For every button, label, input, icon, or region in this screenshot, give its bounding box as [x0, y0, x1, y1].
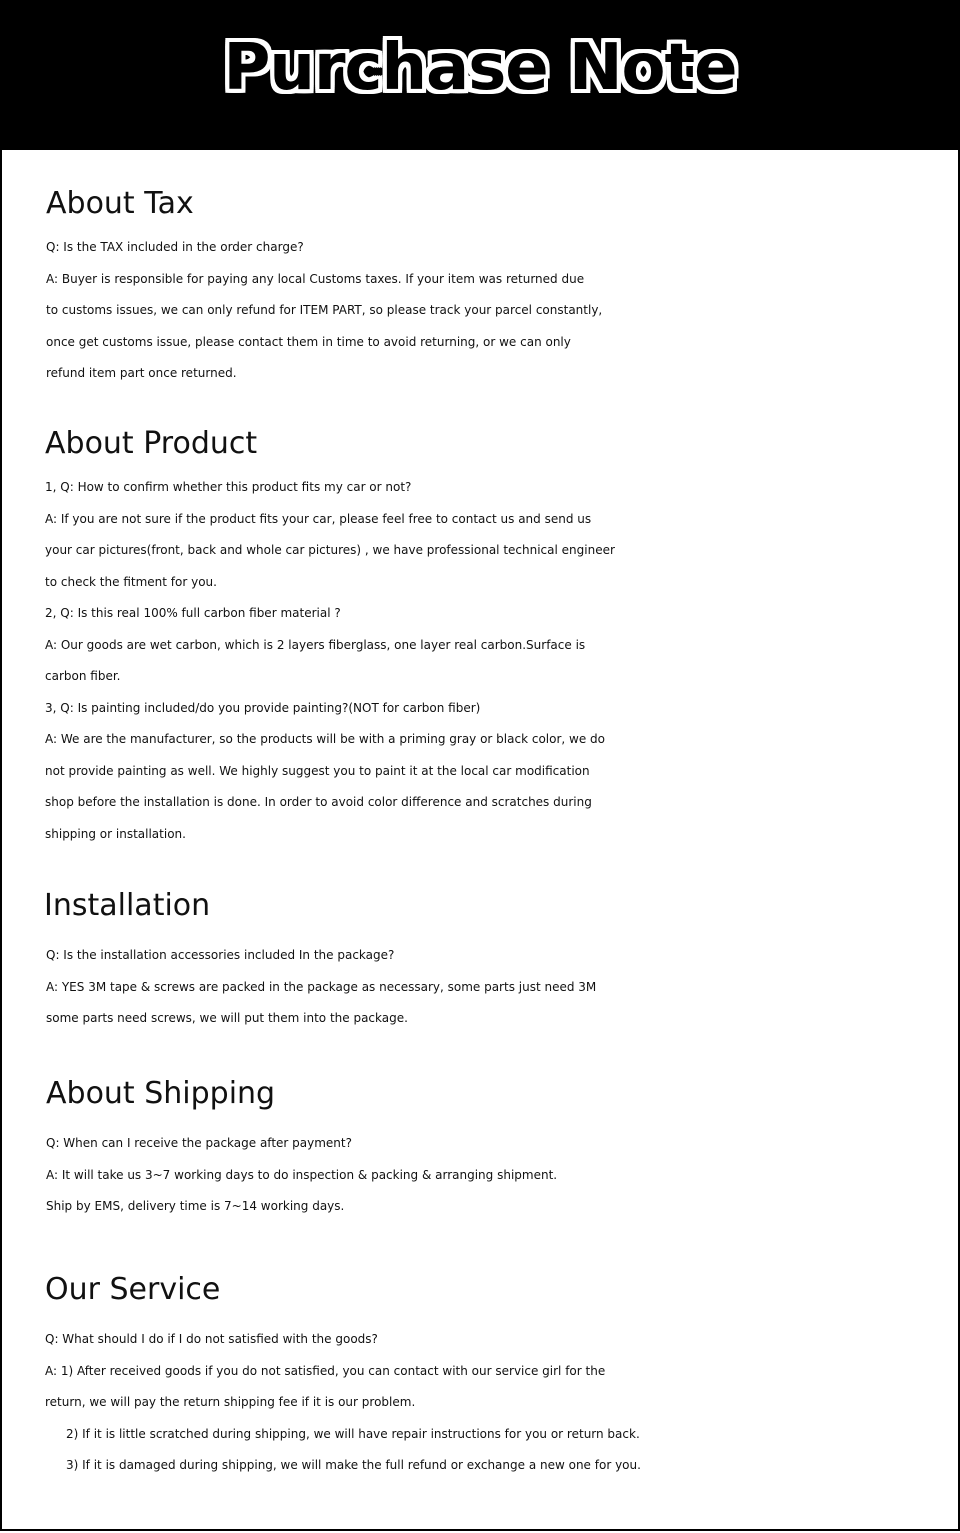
section-installation [44, 886, 914, 1035]
section-title: About Product [45, 426, 258, 461]
text-line: A: YES 3M tape & screws are packed in the package as necessary, some parts just need 3M [46, 979, 597, 994]
section-body [46, 232, 916, 390]
section-body [46, 1128, 916, 1223]
text-line: Ship by EMS, delivery time is 7~14 working days. [46, 1199, 345, 1213]
text-line: A: If you are not sure if the product fits your car, please feel free to contact us and send us [45, 511, 592, 526]
text-line: some parts need screws, we will put them into the package. [46, 1011, 408, 1025]
text-line: Q: Is the TAX included in the order charge? [46, 240, 304, 254]
section-body [45, 1324, 915, 1482]
text-line: shipping or installation. [45, 826, 186, 841]
text-line: A: 1) After received goods if you do not satisfied, you can contact with our service girl for the [45, 1363, 606, 1378]
header-banner [0, 0, 960, 150]
text-line: A: Our goods are wet carbon, which is 2 layers fiberglass, one layer real carbon.Surface is [45, 637, 586, 652]
section-body [44, 940, 914, 1035]
section-about-product [45, 424, 915, 850]
section-title: About Tax [46, 186, 194, 221]
text-line: 3, Q: Is painting included/do you provide painting?(NOT for carbon fiber) [45, 700, 481, 715]
text-line: not provide painting as well. We highly suggest you to paint it at the local car modification [45, 763, 590, 778]
text-line: 2, Q: Is this real 100% full carbon fiber material ? [45, 606, 341, 620]
section-our-service [45, 1270, 915, 1482]
text-line: carbon fiber. [45, 669, 121, 683]
text-line: Q: When can I receive the package after payment? [46, 1136, 352, 1150]
section-title: Installation [44, 888, 211, 923]
section-about-shipping [46, 1074, 916, 1223]
section-about-tax [46, 184, 916, 390]
text-line: A: It will take us 3~7 working days to do inspection & packing & arranging shipment. [46, 1167, 558, 1182]
text-line: Q: What should I do if I do not satisfied with the goods? [45, 1332, 378, 1346]
text-line: 3) If it is damaged during shipping, we will make the full refund or exchange a new one for you. [66, 1458, 641, 1472]
text-line: your car pictures(front, back and whole car pictures) , we have professional technical engineer [45, 543, 615, 557]
text-line: shop before the installation is done. In order to avoid color difference and scratches during [45, 795, 592, 809]
page-title: Purchase Note [223, 31, 737, 105]
text-line: 1, Q: How to confirm whether this product fits my car or not? [45, 480, 412, 494]
text-line: return, we will pay the return shipping fee if it is our problem. [45, 1395, 416, 1409]
text-line: A: Buyer is responsible for paying any local Customs taxes. If your item was returned due [46, 271, 585, 286]
text-line: once get customs issue, please contact them in time to avoid returning, or we can only [46, 334, 571, 349]
text-line: 2) If it is little scratched during shipping, we will have repair instructions for you or return back. [66, 1426, 640, 1441]
section-title: Our Service [45, 1272, 221, 1307]
text-line: to check the fitment for you. [45, 574, 217, 589]
text-line: refund item part once returned. [46, 366, 237, 380]
section-title: About Shipping [46, 1076, 276, 1111]
text-line: Q: Is the installation accessories included In the package? [46, 948, 395, 962]
text-line: to customs issues, we can only refund for ITEM PART, so please track your parcel constantly, [46, 303, 603, 317]
section-body [45, 472, 915, 850]
text-line: A: We are the manufacturer, so the products will be with a priming gray or black color, we do [45, 732, 605, 746]
